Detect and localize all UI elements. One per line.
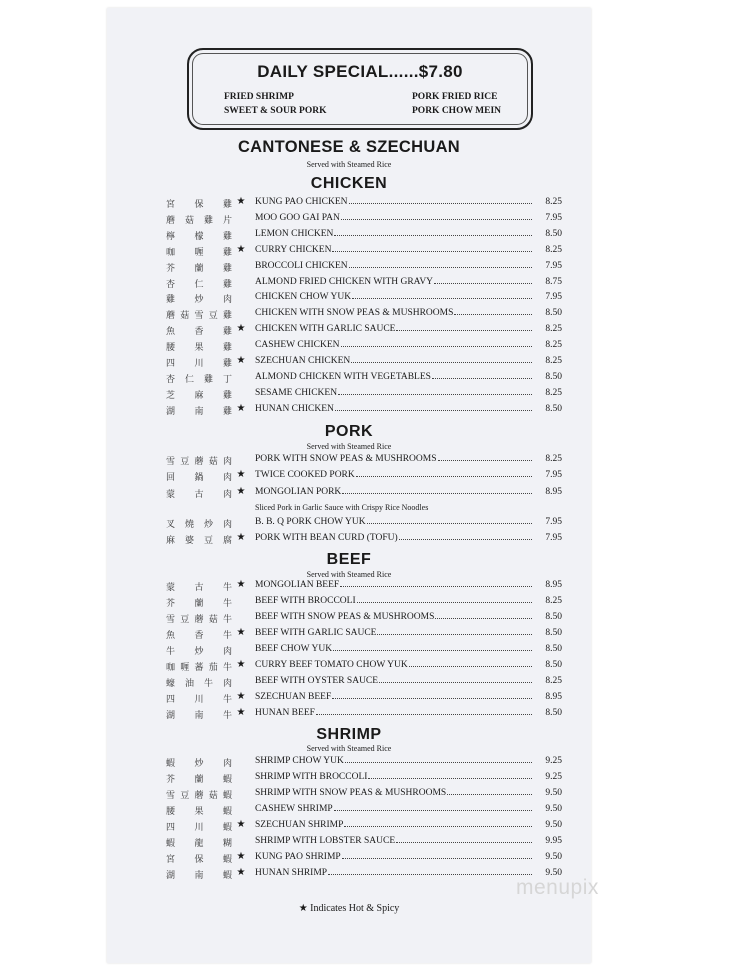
leader-dots bbox=[341, 213, 532, 220]
dish-name: CHICKEN WITH SNOW PEAS & MUSHROOMS bbox=[255, 308, 533, 318]
menu-item-row bbox=[166, 595, 562, 611]
dish-name: SESAME CHICKEN bbox=[255, 388, 533, 398]
dish-name: SHRIMP WITH BROCCOLI bbox=[255, 772, 533, 782]
dish-name: ALMOND FRIED CHICKEN WITH GRAVY bbox=[255, 277, 533, 287]
leader-dots bbox=[332, 692, 532, 699]
dish-name: CASHEW SHRIMP bbox=[255, 804, 533, 814]
price: 9.25 bbox=[545, 772, 562, 782]
leader-dots bbox=[377, 628, 532, 635]
leader-dots bbox=[351, 356, 532, 363]
chinese-name: 芥 蘭 牛 bbox=[166, 598, 232, 609]
dish-name: B. B. Q PORK CHOW YUK bbox=[255, 517, 533, 527]
chinese-name: 芥 蘭 雞 bbox=[166, 263, 232, 274]
dish-name: SZECHUAN CHICKEN bbox=[255, 356, 533, 366]
menu-item-row bbox=[166, 627, 562, 643]
leader-dots bbox=[341, 340, 532, 347]
chinese-name: 湖 南 雞 bbox=[166, 406, 232, 417]
menu-item-row bbox=[166, 371, 562, 387]
dish-name: BEEF WITH OYSTER SAUCE bbox=[255, 676, 533, 686]
price: 9.50 bbox=[545, 804, 562, 814]
price: 8.25 bbox=[545, 324, 562, 335]
leader-dots bbox=[340, 580, 532, 587]
star-icon: ★ bbox=[236, 402, 246, 414]
daily-special-title: DAILY SPECIAL......$7.80 bbox=[257, 62, 463, 81]
chinese-name: 檸 檬 雞 bbox=[166, 231, 232, 242]
star-icon: ★ bbox=[236, 706, 246, 718]
leader-dots bbox=[342, 852, 532, 859]
price: 8.50 bbox=[545, 371, 562, 382]
special-item: SWEET & SOUR PORK bbox=[224, 106, 327, 116]
chinese-name: 回 鍋 肉 bbox=[166, 473, 232, 484]
menu-item-row bbox=[166, 516, 562, 532]
section-title-shrimp: SHRIMP bbox=[316, 726, 382, 743]
leader-dots bbox=[316, 708, 532, 715]
menu-item-row bbox=[166, 323, 562, 339]
leader-dots bbox=[396, 836, 532, 843]
chinese-name: 蘑 菇 雞 片 bbox=[166, 215, 232, 226]
star-icon: ★ bbox=[236, 323, 246, 335]
dish-name: CHICKEN WITH GARLIC SAUCE bbox=[255, 324, 533, 334]
price: 7.95 bbox=[545, 260, 562, 271]
price: 8.50 bbox=[545, 627, 562, 638]
price: 8.50 bbox=[545, 611, 562, 622]
dish-name: CURRY CHICKEN bbox=[255, 245, 533, 255]
chinese-name: 蒙 古 牛 bbox=[166, 583, 232, 593]
leader-dots bbox=[345, 756, 532, 763]
leader-dots bbox=[349, 197, 532, 204]
chinese-name: 麻 婆 豆 腐 bbox=[166, 536, 232, 547]
chinese-name: 魚 香 牛 bbox=[166, 630, 232, 641]
menu-item-row bbox=[166, 755, 562, 771]
watermark: menupix bbox=[516, 876, 599, 899]
dish-name: KUNG PAO CHICKEN bbox=[255, 197, 533, 207]
star-icon: ★ bbox=[236, 355, 246, 366]
dish-name: MOO GOO GAI PAN bbox=[255, 213, 533, 223]
price: 8.50 bbox=[545, 308, 562, 319]
dish-name: MONGOLIAN PORK bbox=[255, 487, 533, 497]
chinese-name: 杏 仁 雞 bbox=[166, 279, 232, 290]
leader-dots bbox=[454, 308, 532, 315]
leader-dots bbox=[396, 324, 532, 331]
menu-item-row bbox=[166, 196, 562, 212]
leader-dots bbox=[357, 596, 532, 603]
price: 8.95 bbox=[545, 691, 562, 702]
dish-name: SHRIMP CHOW YUK bbox=[255, 756, 533, 766]
chinese-name: 咖 喱 蕃 茄 牛 bbox=[166, 662, 232, 673]
price: 8.25 bbox=[545, 356, 562, 366]
price: 8.50 bbox=[545, 707, 562, 718]
price: 8.50 bbox=[545, 228, 562, 239]
star-icon: ★ bbox=[236, 690, 246, 702]
chinese-name: 雪 豆 蘑 菇 牛 bbox=[166, 614, 232, 625]
menu-item-row bbox=[166, 659, 562, 675]
menu-item-row bbox=[166, 675, 562, 691]
menu-item-row bbox=[166, 691, 562, 707]
shrimp-sub: Served with Steamed Rice bbox=[306, 744, 392, 753]
menu-heading-sub: Served with Steamed Rice bbox=[306, 160, 392, 169]
leader-dots bbox=[447, 788, 532, 795]
chinese-name: 叉 燒 炒 肉 bbox=[166, 520, 232, 530]
menu-item-row bbox=[166, 387, 562, 403]
leader-dots bbox=[379, 676, 532, 683]
price: 9.50 bbox=[545, 868, 562, 878]
leader-dots bbox=[328, 868, 532, 875]
leader-dots bbox=[344, 820, 532, 827]
menu-item-row bbox=[166, 787, 562, 803]
price: 9.50 bbox=[545, 788, 562, 798]
dish-name: CURRY BEEF TOMATO CHOW YUK bbox=[255, 660, 533, 670]
dish-name: SZECHUAN BEEF bbox=[255, 692, 533, 702]
price: 9.50 bbox=[545, 820, 562, 830]
price: 8.50 bbox=[545, 403, 562, 414]
price: 8.25 bbox=[545, 387, 562, 398]
daily-special-box bbox=[187, 48, 533, 130]
dish-name: HUNAN BEEF bbox=[255, 708, 533, 718]
spicy-legend: ★ Indicates Hot & Spicy bbox=[298, 903, 400, 914]
menu-item-row bbox=[166, 355, 562, 371]
chinese-name: 宮 保 雞 bbox=[166, 200, 232, 210]
chinese-name: 雪 豆 蘑 菇 肉 bbox=[166, 457, 232, 467]
menu-item-row bbox=[166, 643, 562, 659]
menu-item-row bbox=[166, 307, 562, 323]
chinese-name: 魚 香 雞 bbox=[166, 327, 232, 338]
chinese-name: 蠔 油 牛 肉 bbox=[166, 678, 232, 689]
menu-item-row bbox=[166, 212, 562, 228]
section-title-pork: PORK bbox=[324, 423, 374, 440]
star-icon: ★ bbox=[236, 819, 246, 830]
star-icon: ★ bbox=[236, 851, 246, 862]
price: 8.95 bbox=[545, 486, 562, 497]
price: 8.25 bbox=[545, 454, 562, 464]
dish-name: CHICKEN CHOW YUK bbox=[255, 292, 533, 302]
chinese-name: 芥 蘭 蝦 bbox=[166, 775, 232, 785]
dish-name: MONGOLIAN BEEF bbox=[255, 580, 533, 590]
dish-name: SHRIMP WITH SNOW PEAS & MUSHROOMS bbox=[255, 788, 533, 798]
dish-name: BEEF WITH GARLIC SAUCE bbox=[255, 628, 533, 638]
pork-sub: Served with Steamed Rice bbox=[306, 442, 392, 451]
price: 8.50 bbox=[545, 659, 562, 670]
menu-item-row bbox=[166, 532, 562, 548]
star-icon: ★ bbox=[236, 658, 246, 670]
dish-name: PORK WITH BEAN CURD (TOFU) bbox=[255, 533, 533, 543]
dish-name: HUNAN CHICKEN bbox=[255, 404, 533, 414]
dish-name: KUNG PAO SHRIMP bbox=[255, 852, 533, 862]
leader-dots bbox=[368, 772, 532, 779]
menu-item-row bbox=[166, 803, 562, 819]
chinese-name: 腰 果 雞 bbox=[166, 343, 232, 354]
dish-name: HUNAN SHRIMP bbox=[255, 868, 533, 878]
chinese-name: 蝦 炒 肉 bbox=[166, 759, 232, 769]
chinese-name: 蝦 龍 糊 bbox=[166, 839, 232, 849]
section-title-beef: BEEF bbox=[326, 551, 372, 568]
price: 8.75 bbox=[545, 276, 562, 287]
price: 9.50 bbox=[545, 852, 562, 862]
menu-heading: CANTONESE & SZECHUAN bbox=[237, 138, 461, 156]
section-title-chicken: CHICKEN bbox=[310, 175, 388, 192]
price: 9.25 bbox=[545, 756, 562, 766]
price: 7.95 bbox=[545, 470, 562, 481]
price: 8.25 bbox=[545, 675, 562, 686]
star-icon: ★ bbox=[236, 626, 246, 638]
chinese-name: 宮 保 蝦 bbox=[166, 855, 232, 865]
menu-item-row bbox=[166, 851, 562, 867]
leader-dots bbox=[438, 454, 533, 461]
chinese-name: 咖 喱 雞 bbox=[166, 247, 232, 258]
dish-name: PORK WITH SNOW PEAS & MUSHROOMS bbox=[255, 454, 533, 464]
menu-item-row bbox=[166, 486, 562, 502]
menu-item-row bbox=[166, 579, 562, 595]
star-icon: ★ bbox=[236, 485, 246, 497]
price: 7.95 bbox=[545, 212, 562, 223]
menu-item-row bbox=[166, 291, 562, 307]
price: 7.95 bbox=[545, 533, 562, 544]
leader-dots bbox=[356, 470, 532, 477]
menu-item-row bbox=[166, 403, 562, 419]
chinese-name: 雞 炒 肉 bbox=[166, 295, 232, 306]
leader-dots bbox=[399, 533, 532, 540]
menu-item-row bbox=[166, 835, 562, 851]
leader-dots bbox=[349, 261, 532, 268]
pork-note: Sliced Pork in Garlic Sauce with Crispy Rice Noodles bbox=[255, 503, 429, 512]
dish-name: BEEF WITH SNOW PEAS & MUSHROOMS bbox=[255, 612, 533, 622]
menu-item-row bbox=[166, 453, 562, 469]
price: 8.50 bbox=[545, 643, 562, 654]
leader-dots bbox=[333, 644, 532, 651]
chinese-name: 腰 果 蝦 bbox=[166, 807, 232, 817]
price: 7.95 bbox=[545, 517, 562, 527]
leader-dots bbox=[432, 372, 532, 379]
special-item: FRIED SHRIMP bbox=[224, 92, 294, 102]
leader-dots bbox=[367, 517, 532, 524]
leader-dots bbox=[338, 388, 532, 395]
leader-dots bbox=[334, 804, 532, 811]
chinese-name: 蒙 古 肉 bbox=[166, 489, 232, 500]
price: 7.95 bbox=[545, 292, 562, 303]
star-icon: ★ bbox=[236, 196, 246, 207]
menu-item-row bbox=[166, 611, 562, 627]
dish-name: CASHEW CHICKEN bbox=[255, 340, 533, 350]
special-item: PORK CHOW MEIN bbox=[412, 106, 502, 116]
menu-item-row bbox=[166, 244, 562, 260]
chinese-name: 四 川 牛 bbox=[166, 694, 232, 705]
dish-name: BROCCOLI CHICKEN bbox=[255, 261, 533, 271]
dish-name: BEEF WITH BROCCOLI bbox=[255, 596, 533, 606]
leader-dots bbox=[409, 660, 532, 667]
leader-dots bbox=[435, 612, 532, 619]
menu-item-row bbox=[166, 771, 562, 787]
price: 8.25 bbox=[545, 197, 562, 207]
leader-dots bbox=[332, 245, 532, 252]
leader-dots bbox=[434, 277, 532, 284]
menu-item-row bbox=[166, 260, 562, 276]
menu-item-row bbox=[166, 228, 562, 244]
menu-item-row bbox=[166, 469, 562, 485]
chinese-name: 湖 南 蝦 bbox=[166, 871, 232, 881]
chinese-name: 芝 麻 雞 bbox=[166, 390, 232, 401]
menu-item-row bbox=[166, 707, 562, 723]
leader-dots bbox=[352, 292, 532, 299]
leader-dots bbox=[334, 229, 532, 236]
dish-name: SZECHUAN SHRIMP bbox=[255, 820, 533, 830]
chinese-name: 湖 南 牛 bbox=[166, 710, 232, 721]
chinese-name: 杏 仁 雞 丁 bbox=[166, 374, 232, 385]
menu-item-row bbox=[166, 276, 562, 292]
price: 9.95 bbox=[545, 836, 562, 846]
chinese-name: 四 川 蝦 bbox=[166, 823, 232, 833]
menu-item-row bbox=[166, 867, 562, 883]
dish-name: SHRIMP WITH LOBSTER SAUCE bbox=[255, 836, 533, 846]
price: 8.95 bbox=[545, 580, 562, 590]
leader-dots bbox=[335, 404, 532, 411]
chinese-name: 蘑 菇 雪 豆 雞 bbox=[166, 311, 232, 322]
chinese-name: 四 川 雞 bbox=[166, 359, 232, 369]
menu-item-row bbox=[166, 819, 562, 835]
special-item: PORK FRIED RICE bbox=[412, 92, 498, 102]
price: 8.25 bbox=[545, 595, 562, 606]
dish-name: TWICE COOKED PORK bbox=[255, 470, 533, 480]
beef-sub: Served with Steamed Rice bbox=[306, 570, 392, 579]
price: 8.25 bbox=[545, 244, 562, 255]
star-icon: ★ bbox=[236, 867, 246, 878]
leader-dots bbox=[342, 487, 532, 494]
dish-name: ALMOND CHICKEN WITH VEGETABLES bbox=[255, 372, 533, 382]
chinese-name: 牛 炒 肉 bbox=[166, 646, 232, 657]
star-icon: ★ bbox=[236, 469, 246, 481]
star-icon: ★ bbox=[236, 532, 246, 544]
star-icon: ★ bbox=[236, 579, 246, 590]
menu-item-row bbox=[166, 339, 562, 355]
price: 8.25 bbox=[545, 340, 562, 351]
dish-name: LEMON CHICKEN bbox=[255, 229, 533, 239]
chinese-name: 雪 豆 蘑 菇 蝦 bbox=[166, 791, 232, 801]
dish-name: BEEF CHOW YUK bbox=[255, 644, 533, 654]
star-icon: ★ bbox=[236, 243, 246, 255]
